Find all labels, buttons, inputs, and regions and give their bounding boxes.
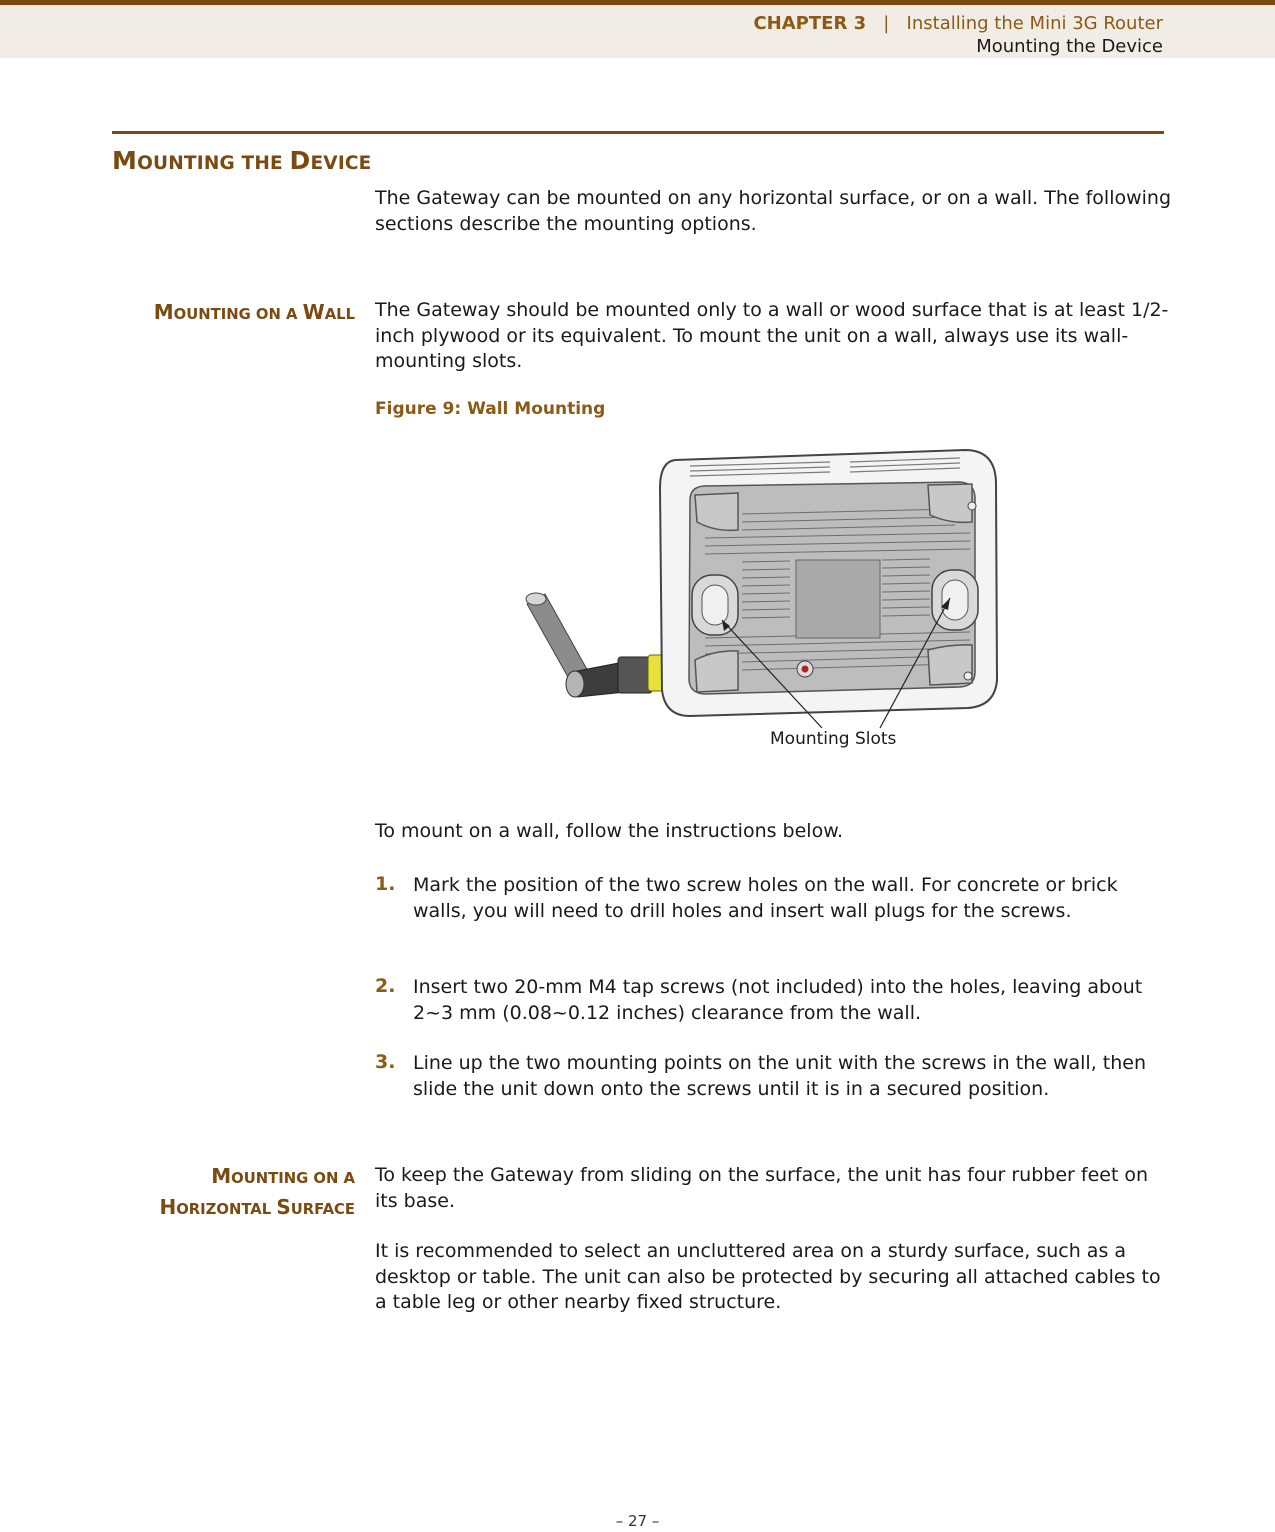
figure-callout: Mounting Slots xyxy=(770,729,897,749)
wall-paragraph: The Gateway should be mounted only to a wall or wood surface that is at least 1/2-inch plywood or its equivalent. To mount the unit on a wall, always use its wall-mounting slots. xyxy=(375,299,1169,372)
header-section: Mounting the Device xyxy=(976,36,1163,57)
step-number: 1. xyxy=(375,873,396,895)
instructions-intro: To mount on a wall, follow the instructions below. xyxy=(375,820,844,842)
running-header xyxy=(0,0,1275,58)
step-text: Mark the position of the two screw holes on the wall. For concrete or brick walls, you will need to drill holes and insert wall plugs for the screws. xyxy=(413,874,1118,922)
mounting-slot-right xyxy=(932,570,978,630)
section-heading-horizontal-line1: MOUNTING ON A xyxy=(211,1164,355,1188)
section-heading-horizontal-line2: HORIZONTAL SURFACE xyxy=(159,1195,355,1219)
step-text: Insert two 20-mm M4 tap screws (not included) into the holes, leaving about 2~3 mm (0.08~0.12 inches) clearance from the wall. xyxy=(413,976,1143,1024)
header-chapter-line xyxy=(753,13,1163,34)
section-heading-horizontal xyxy=(159,1162,355,1224)
intro-paragraph: The Gateway can be mounted on any horizontal surface, or on a wall. The following sections describe the mounting options. xyxy=(375,187,1172,235)
heading-rule xyxy=(112,131,1164,134)
step-number: 3. xyxy=(375,1051,396,1073)
horizontal-paragraph-2: It is recommended to select an uncluttered area on a sturdy surface, such as a desktop or table. The unit can also be protected by securing all attached cables to a table leg or other nearby fixed structure. xyxy=(375,1240,1161,1313)
page-title: MOUNTING THE DEVICE xyxy=(112,146,372,175)
mounting-slot-left xyxy=(692,575,738,635)
step-number: 2. xyxy=(375,975,396,997)
figure-caption: Figure 9: Wall Mounting xyxy=(375,399,606,419)
router-illustration xyxy=(500,440,1020,760)
antenna xyxy=(526,593,664,697)
step-text: Line up the two mounting points on the unit with the screws in the wall, then slide the unit down onto the screws until it is in a secured position. xyxy=(413,1052,1147,1100)
header-chapter-title: Installing the Mini 3G Router xyxy=(906,13,1163,34)
horizontal-paragraph-1: To keep the Gateway from sliding on the surface, the unit has four rubber feet on its base. xyxy=(375,1164,1149,1212)
header-chapter: CHAPTER 3 xyxy=(753,13,867,34)
header-separator: | xyxy=(883,13,890,34)
page-number: – 27 – xyxy=(615,1512,660,1530)
section-heading-wall: MOUNTING ON A WALL xyxy=(153,300,355,324)
